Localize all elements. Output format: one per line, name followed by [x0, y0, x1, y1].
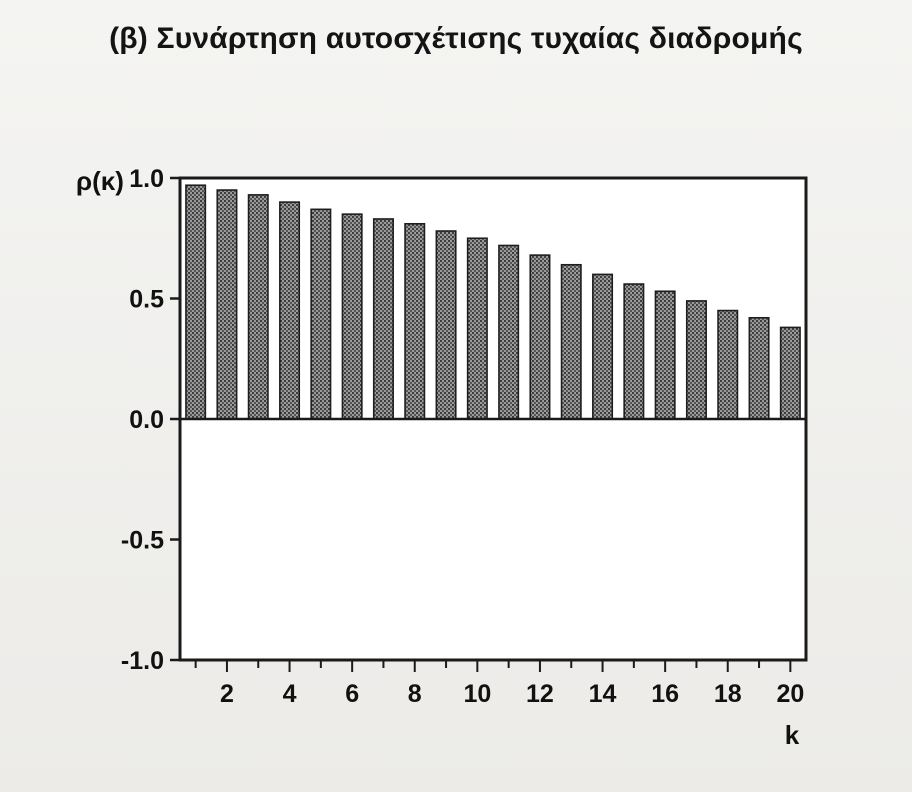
x-tick-label: 8: [407, 680, 422, 708]
x-tick-label: 4: [282, 680, 297, 708]
bar-lag-2: [217, 190, 236, 419]
bar-lag-5: [311, 209, 330, 419]
bar-lag-15: [624, 284, 643, 419]
bar-lag-11: [499, 245, 518, 419]
bar-lag-13: [562, 265, 581, 419]
bar-lag-8: [405, 224, 424, 419]
bar-lag-19: [749, 318, 768, 419]
x-tick-label: 16: [651, 680, 680, 708]
bar-lag-17: [687, 301, 706, 419]
bar-lag-20: [781, 327, 800, 419]
y-tick-label: 1.0: [129, 165, 164, 193]
x-tick-label: 18: [713, 680, 742, 708]
x-tick-label: 6: [345, 680, 360, 708]
bar-lag-16: [655, 291, 674, 419]
bar-lag-12: [530, 255, 549, 419]
bar-lag-1: [186, 185, 205, 419]
bar-lag-4: [280, 202, 299, 419]
bar-lag-18: [718, 311, 737, 419]
y-tick-label: 0.5: [129, 285, 164, 314]
chart-title: (β) Συνάρτηση αυτοσχέτισης τυχαίας διαδρομής: [109, 22, 803, 55]
x-axis-label: k: [784, 720, 800, 750]
x-tick-label: 2: [219, 680, 234, 708]
bar-lag-7: [374, 219, 393, 419]
y-tick-label: -1.0: [120, 647, 164, 675]
y-tick-label: -0.5: [120, 526, 164, 555]
bar-lag-3: [249, 195, 268, 419]
x-tick-label: 14: [588, 680, 617, 708]
x-tick-label: 10: [463, 680, 492, 708]
x-tick-label: 20: [776, 680, 805, 708]
bar-lag-9: [436, 231, 455, 419]
y-tick-label: 0.0: [129, 406, 164, 434]
bar-lag-10: [468, 238, 487, 419]
bar-lag-6: [342, 214, 361, 419]
y-axis-label: ρ(κ): [76, 166, 124, 196]
x-tick-label: 12: [526, 680, 554, 708]
bar-lag-14: [593, 274, 612, 419]
